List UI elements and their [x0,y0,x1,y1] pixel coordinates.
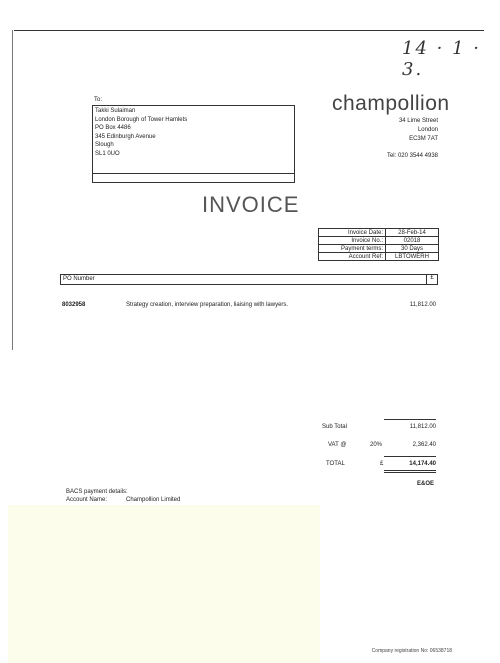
meta-label: Invoice No.: [319,237,386,245]
subtotal-rule [384,419,436,420]
meta-value: LBTOWERH [386,253,439,261]
vat-label: VAT @ [328,442,347,448]
meta-value: 28-Feb-14 [386,229,439,237]
recipient-box-footer [92,174,295,183]
recipient-line: Slough [95,142,114,148]
line-item-ref: 8032958 [62,302,86,308]
total-label: TOTAL [326,461,345,467]
total-currency: £ [380,461,384,467]
subtotal-label: Sub Total [322,424,347,430]
company-logo: champollion [332,92,450,115]
bacs-details-area [8,505,320,663]
to-label: To: [94,97,103,103]
meta-row [319,237,439,245]
meta-row [319,229,439,237]
recipient-address-box [92,105,295,174]
recipient-line: 345 Edinburgh Avenue [95,133,156,140]
scan-top-rule [14,30,484,31]
company-address-line: 34 Lime Street [398,118,438,124]
meta-row [319,245,439,253]
recipient-line: London Borough of Tower Hamlets [95,116,188,123]
recipient-line: PO Box 4486 [95,125,131,131]
recipient-line: Takki Sulaiman [95,108,136,114]
meta-label: Payment terms: [319,245,386,253]
document-title: INVOICE [202,192,300,217]
total-double-rule-1 [384,470,436,471]
meta-row [319,253,439,261]
bacs-account-name-label: Account Name: [66,497,108,503]
company-address-line: EC3M 7AT [409,136,438,142]
meta-value: 30 Days [386,245,439,253]
handwritten-note: 14 · 1 · 3. [402,38,481,80]
meta-value: 02018 [386,237,439,245]
company-phone: Tel: 020 3544 4938 [386,153,438,159]
meta-label: Account Ref: [319,253,386,261]
meta-label: Invoice Date: [319,229,386,237]
po-number-label: PO Number [63,276,95,282]
po-number-bar [60,274,438,285]
vat-value: 2,362.40 [412,442,436,448]
po-currency-cell [426,275,437,284]
line-item-amount: 11,812.00 [409,302,436,308]
eoe-note: E&OE [416,481,434,487]
bacs-account-name-value: Champollion Limited [126,497,181,503]
company-registration: Company registration No: 06538718 [371,648,452,654]
scan-left-edge [12,30,13,350]
bacs-heading: BACS payment details: [66,489,128,495]
subtotal-value: 11,812.00 [409,424,436,430]
line-item-description: Strategy creation, interview preparation, liaising with lawyers. [126,302,289,308]
po-currency-symbol: £ [430,275,434,281]
recipient-line: SL1 0UO [95,150,120,157]
total-value: 14,174.40 [409,461,436,467]
invoice-meta-table [318,228,439,261]
company-address-line: London [417,127,438,133]
company-address [399,117,438,144]
total-double-rule-2 [384,472,436,473]
total-top-rule [384,456,436,457]
vat-rate: 20% [370,442,383,448]
